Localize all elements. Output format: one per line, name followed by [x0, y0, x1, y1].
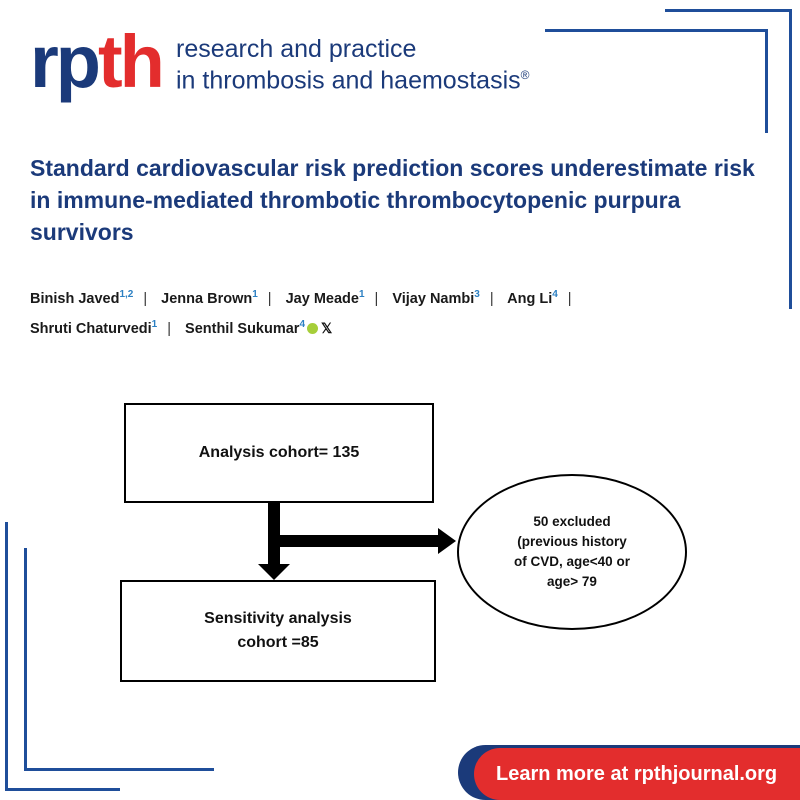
excluded-line4: age> 79 — [547, 574, 597, 589]
analysis-cohort-label: Analysis cohort= 135 — [198, 444, 360, 461]
learn-more-label: Learn more at rpthjournal.org — [496, 762, 778, 785]
x-social-icon[interactable]: 𝕏 — [321, 319, 333, 336]
journal-name-line2: in thrombosis and haemostasis — [176, 66, 521, 95]
sensitivity-cohort-box — [120, 580, 436, 682]
author: Vijay Nambi$^3$ — [392, 289, 480, 307]
horizontal-connector — [280, 535, 440, 547]
author: Shruti Chaturvedi$^1$ — [30, 318, 158, 337]
excluded-line2: (previous history — [517, 534, 627, 549]
author-list: Binish Javed$^{1,2}$ | Jenna Brown$^1$ | Jay Meade$^1$ | Vijay Nambi$^3$ | Ang Li$^4$ | Shruti Chaturvedi$^1$ | Senthil Sukumar$^4$ 𝕏 — [30, 289, 572, 337]
excluded-line3: of CVD, age<40 or — [514, 554, 630, 569]
excluded-ellipse — [457, 474, 687, 630]
learn-more-button[interactable] — [474, 748, 800, 800]
author: Ang Li$^4$ — [507, 289, 558, 307]
author: Binish Javed$^{1,2}$ — [30, 289, 134, 307]
vertical-connector — [268, 500, 280, 566]
author: Jay Meade$^1$ — [285, 289, 365, 307]
author: Senthil Sukumar$^4$ — [185, 318, 306, 337]
down-arrowhead — [258, 564, 290, 580]
logo-th: th — [98, 20, 162, 103]
analysis-cohort-box — [124, 403, 434, 503]
sensitivity-cohort-line1: Sensitivity analysis — [204, 610, 352, 627]
journal-name-line1: research and practice — [176, 35, 417, 63]
sensitivity-cohort-line2: cohort =85 — [237, 634, 319, 651]
excluded-line1: 50 excluded — [533, 514, 611, 529]
registered-mark: ® — [520, 68, 530, 82]
right-arrowhead — [438, 528, 456, 554]
logo-rp: rp — [30, 20, 98, 103]
paper-title: Standard cardiovascular risk prediction scores underestimate risk in immune-mediated thrombotic thrombocytopenic purpura survivors — [30, 155, 755, 245]
author: Jenna Brown$^1$ — [161, 289, 258, 307]
